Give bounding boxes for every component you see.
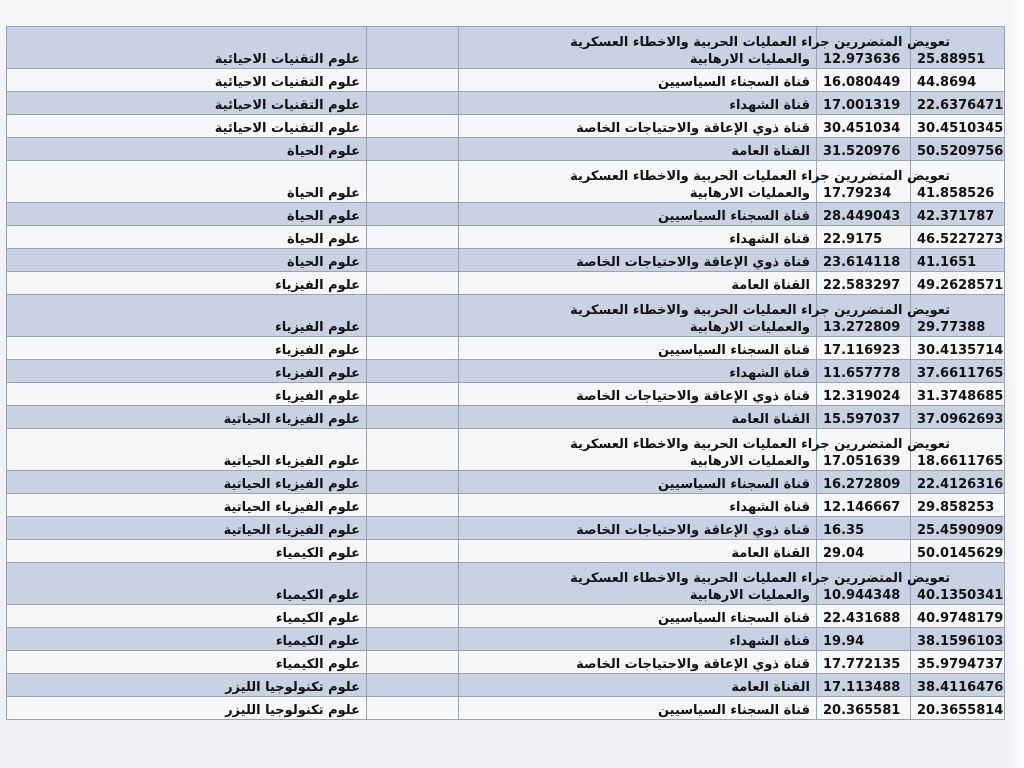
cell-department: علوم الفيزياء <box>7 360 367 383</box>
cell-department: علوم التقنيات الاحيائية <box>7 27 367 69</box>
cell-value-1: 17.772135 <box>817 651 911 674</box>
cell-empty <box>367 697 459 720</box>
table-body <box>7 27 1005 720</box>
cell-department: علوم الكيمياء <box>7 540 367 563</box>
cell-empty <box>367 406 459 429</box>
cell-channel: القناة العامة <box>459 406 817 429</box>
cell-department: علوم الحياة <box>7 203 367 226</box>
cell-value-1: 10.944348 <box>817 563 911 605</box>
cell-empty <box>367 494 459 517</box>
cell-value-1: 31.520976 <box>817 138 911 161</box>
table-row <box>7 69 1005 92</box>
cell-empty <box>367 138 459 161</box>
cell-value-1: 17.001319 <box>817 92 911 115</box>
cell-channel: قناة السجناء السياسيين <box>459 605 817 628</box>
cell-value-1: 17.051639 <box>817 429 911 471</box>
cell-channel: القناة العامة <box>459 540 817 563</box>
cell-department: علوم تكنولوجيا الليزر <box>7 674 367 697</box>
cell-empty <box>367 161 459 203</box>
channel-line-2: والعمليات الارهابية <box>689 320 810 335</box>
channel-line-1: تعويض المتضررين جراء العمليات الحربية والاخطاء العسكرية <box>570 437 950 452</box>
cell-value-2: 22.6376471 <box>911 92 1005 115</box>
cell-value-2: 38.1596103 <box>911 628 1005 651</box>
cell-channel: قناة السجناء السياسيين <box>459 69 817 92</box>
cell-channel: القناة العامة <box>459 138 817 161</box>
cell-department: علوم الفيزياء <box>7 272 367 295</box>
cell-empty <box>367 27 459 69</box>
cell-value-1: 20.365581 <box>817 697 911 720</box>
cell-value-2: 44.8694 <box>911 69 1005 92</box>
cell-empty <box>367 203 459 226</box>
table-row <box>7 161 1005 203</box>
cell-empty <box>367 337 459 360</box>
cell-channel: القناة العامة <box>459 272 817 295</box>
cell-value-2: 30.4135714 <box>911 337 1005 360</box>
cell-channel: قناة ذوي الإعاقة والاحتياجات الخاصة <box>459 651 817 674</box>
cell-value-1: 17.79234 <box>817 161 911 203</box>
cell-channel: قناة الشهداء <box>459 494 817 517</box>
channel-line-2: والعمليات الارهابية <box>689 588 810 603</box>
cell-value-2: 40.9748179 <box>911 605 1005 628</box>
cell-department: علوم الفيزياء الحياتية <box>7 494 367 517</box>
cell-department: علوم الكيمياء <box>7 651 367 674</box>
table-row <box>7 540 1005 563</box>
cell-value-2: 35.9794737 <box>911 651 1005 674</box>
cell-channel: قناة ذوي الإعاقة والاحتياجات الخاصة <box>459 249 817 272</box>
cell-department: علوم الفيزياء <box>7 383 367 406</box>
table-row <box>7 563 1005 605</box>
table-row <box>7 203 1005 226</box>
cell-department: علوم الحياة <box>7 249 367 272</box>
table-row <box>7 272 1005 295</box>
table-row <box>7 471 1005 494</box>
table-row <box>7 651 1005 674</box>
table-row <box>7 138 1005 161</box>
cell-value-1: 29.04 <box>817 540 911 563</box>
cell-department: علوم الحياة <box>7 138 367 161</box>
cell-channel: قناة الشهداء <box>459 628 817 651</box>
cell-empty <box>367 115 459 138</box>
cell-channel: قناة الشهداء <box>459 226 817 249</box>
cell-value-1: 17.113488 <box>817 674 911 697</box>
cell-empty <box>367 360 459 383</box>
cell-value-2: 37.0962693 <box>911 406 1005 429</box>
cell-empty <box>367 249 459 272</box>
channel-line-2: والعمليات الارهابية <box>689 52 810 67</box>
cell-empty <box>367 92 459 115</box>
cell-empty <box>367 383 459 406</box>
cell-department: علوم الحياة <box>7 226 367 249</box>
table-row <box>7 406 1005 429</box>
channel-line-2: والعمليات الارهابية <box>689 186 810 201</box>
cell-value-1: 16.272809 <box>817 471 911 494</box>
cell-department: علوم الفيزياء الحياتية <box>7 517 367 540</box>
cell-department: علوم الكيمياء <box>7 628 367 651</box>
cell-channel: قناة السجناء السياسيين <box>459 337 817 360</box>
cell-channel: القناة العامة <box>459 674 817 697</box>
channel-line-2: والعمليات الارهابية <box>689 454 810 469</box>
table-row <box>7 517 1005 540</box>
table-row <box>7 27 1005 69</box>
cell-value-2: 25.4590909 <box>911 517 1005 540</box>
cell-value-2: 22.4126316 <box>911 471 1005 494</box>
cell-empty <box>367 69 459 92</box>
cell-channel: قناة السجناء السياسيين <box>459 471 817 494</box>
cell-department: علوم الكيمياء <box>7 605 367 628</box>
cell-empty <box>367 605 459 628</box>
table-row <box>7 226 1005 249</box>
cell-empty <box>367 628 459 651</box>
cell-value-1: 22.9175 <box>817 226 911 249</box>
cell-value-2: 49.2628571 <box>911 272 1005 295</box>
cell-department: علوم تكنولوجيا الليزر <box>7 697 367 720</box>
cell-value-2: 29.77388 <box>911 295 1005 337</box>
cell-value-1: 23.614118 <box>817 249 911 272</box>
cell-channel: قناة السجناء السياسيين <box>459 697 817 720</box>
table-row <box>7 628 1005 651</box>
cell-department: علوم التقنيات الاحيائية <box>7 115 367 138</box>
table-row <box>7 92 1005 115</box>
cell-value-1: 16.080449 <box>817 69 911 92</box>
cell-value-1: 22.431688 <box>817 605 911 628</box>
cell-channel: قناة الشهداء <box>459 92 817 115</box>
cell-value-1: 19.94 <box>817 628 911 651</box>
cell-value-1: 12.973636 <box>817 27 911 69</box>
cell-empty <box>367 540 459 563</box>
cell-value-2: 37.6611765 <box>911 360 1005 383</box>
table-row <box>7 383 1005 406</box>
cell-department: علوم الفيزياء الحياتية <box>7 429 367 471</box>
table-row <box>7 249 1005 272</box>
cell-value-1: 15.597037 <box>817 406 911 429</box>
admission-table <box>6 26 1005 720</box>
page-edge <box>1006 0 1024 768</box>
table-row <box>7 674 1005 697</box>
cell-value-2: 30.4510345 <box>911 115 1005 138</box>
cell-value-1: 16.35 <box>817 517 911 540</box>
table-row <box>7 605 1005 628</box>
cell-empty <box>367 651 459 674</box>
cell-value-2: 20.3655814 <box>911 697 1005 720</box>
cell-value-2: 18.6611765 <box>911 429 1005 471</box>
cell-value-2: 31.3748685 <box>911 383 1005 406</box>
cell-value-2: 29.858253 <box>911 494 1005 517</box>
cell-value-2: 40.1350341 <box>911 563 1005 605</box>
cell-value-1: 13.272809 <box>817 295 911 337</box>
cell-empty <box>367 674 459 697</box>
cell-empty <box>367 272 459 295</box>
channel-line-1: تعويض المتضررين جراء العمليات الحربية والاخطاء العسكرية <box>570 303 950 318</box>
table-row <box>7 295 1005 337</box>
cell-channel: قناة الشهداء <box>459 360 817 383</box>
cell-value-1: 30.451034 <box>817 115 911 138</box>
table-row <box>7 429 1005 471</box>
cell-value-2: 41.858526 <box>911 161 1005 203</box>
cell-value-2: 38.4116476 <box>911 674 1005 697</box>
channel-line-1: تعويض المتضررين جراء العمليات الحربية والاخطاء العسكرية <box>570 35 950 50</box>
cell-value-1: 12.319024 <box>817 383 911 406</box>
cell-department: علوم التقنيات الاحيائية <box>7 69 367 92</box>
cell-department: علوم التقنيات الاحيائية <box>7 92 367 115</box>
table-row <box>7 337 1005 360</box>
cell-department: علوم الكيمياء <box>7 563 367 605</box>
cell-department: علوم الفيزياء الحياتية <box>7 406 367 429</box>
cell-department: علوم الفيزياء <box>7 295 367 337</box>
cell-empty <box>367 517 459 540</box>
cell-value-1: 17.116923 <box>817 337 911 360</box>
cell-value-2: 50.5209756 <box>911 138 1005 161</box>
cell-value-2: 50.0145629 <box>911 540 1005 563</box>
table-row <box>7 360 1005 383</box>
cell-value-1: 11.657778 <box>817 360 911 383</box>
cell-channel: قناة ذوي الإعاقة والاحتياجات الخاصة <box>459 115 817 138</box>
cell-value-1: 12.146667 <box>817 494 911 517</box>
cell-value-1: 22.583297 <box>817 272 911 295</box>
cell-department: علوم الفيزياء <box>7 337 367 360</box>
cell-department: علوم الفيزياء الحياتية <box>7 471 367 494</box>
cell-value-2: 42.371787 <box>911 203 1005 226</box>
cell-empty <box>367 295 459 337</box>
cell-channel: قناة ذوي الإعاقة والاحتياجات الخاصة <box>459 383 817 406</box>
channel-line-1: تعويض المتضررين جراء العمليات الحربية والاخطاء العسكرية <box>570 169 950 184</box>
cell-department: علوم الحياة <box>7 161 367 203</box>
cell-value-2: 25.88951 <box>911 27 1005 69</box>
table-row <box>7 494 1005 517</box>
cell-empty <box>367 563 459 605</box>
cell-channel: قناة السجناء السياسيين <box>459 203 817 226</box>
table-row <box>7 115 1005 138</box>
cell-value-2: 41.1651 <box>911 249 1005 272</box>
cell-value-2: 46.5227273 <box>911 226 1005 249</box>
cell-channel: قناة ذوي الإعاقة والاحتياجات الخاصة <box>459 517 817 540</box>
cell-empty <box>367 226 459 249</box>
cell-empty <box>367 471 459 494</box>
cell-value-1: 28.449043 <box>817 203 911 226</box>
channel-line-1: تعويض المتضررين جراء العمليات الحربية والاخطاء العسكرية <box>570 571 950 586</box>
cell-empty <box>367 429 459 471</box>
table-row <box>7 697 1005 720</box>
